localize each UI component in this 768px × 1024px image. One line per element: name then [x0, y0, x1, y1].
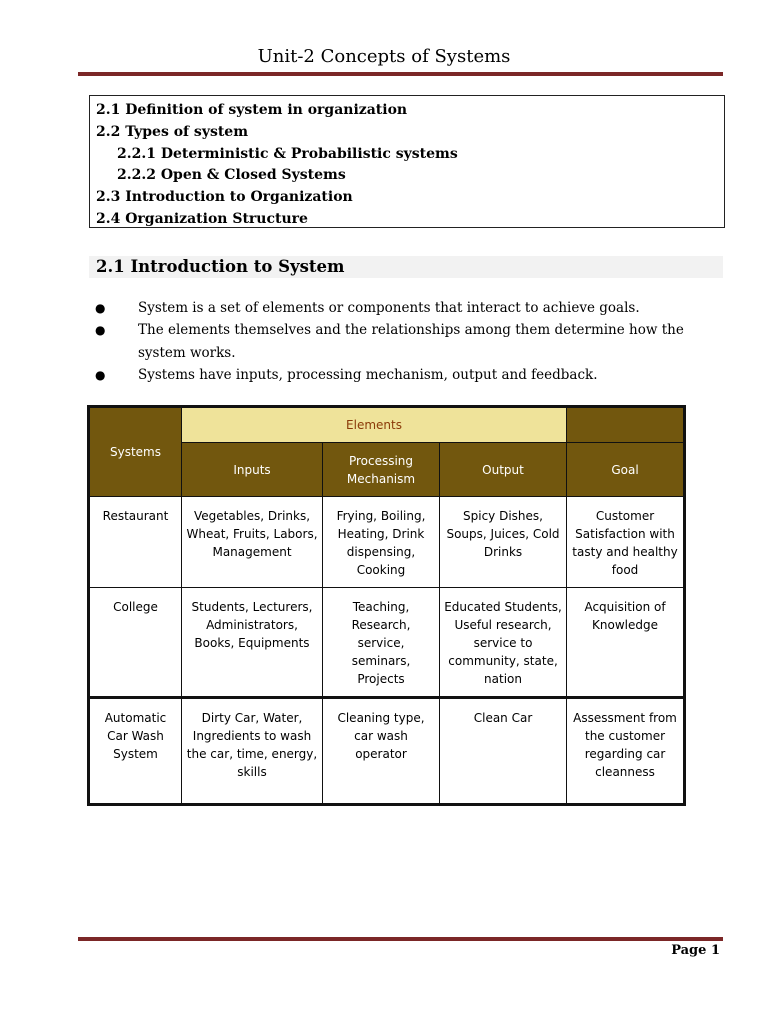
output-cell: Educated Students, Useful research, service to community, state, nation [440, 588, 567, 698]
toc-item: 2.3 Introduction to Organization [96, 189, 353, 206]
bullet-dot-icon: ● [95, 368, 106, 382]
toc-item: 2.2 Types of system [96, 123, 249, 140]
header-rule [78, 72, 723, 76]
inputs-cell: Vegetables, Drinks, Wheat, Fruits, Labors, Management [182, 497, 323, 588]
goal-cell: Assessment from the customer regarding car cleanness [567, 698, 685, 805]
goal-cell: Acquisition of Knowledge [567, 588, 685, 698]
systems-table [87, 405, 686, 806]
inputs-cell: Students, Lecturers, Administrators, Books, Equipments [182, 588, 323, 698]
bullet-text: System is a set of elements or components that interact to achieve goals. [138, 300, 640, 316]
bullet-dot-icon: ● [95, 323, 106, 337]
elements-header-filler [567, 407, 685, 443]
toc-item: 2.2.2 Open & Closed Systems [117, 167, 346, 184]
table-row [89, 497, 685, 588]
processing-cell: Frying, Boiling, Heating, Drink dispensing, Cooking [323, 497, 440, 588]
system-name-cell: Automatic Car Wash System [89, 698, 182, 805]
table-of-contents [89, 95, 725, 228]
bullet-item [92, 319, 692, 365]
inputs-cell: Dirty Car, Water, Ingredients to wash the car, time, energy, skills [182, 698, 323, 805]
system-name-cell: Restaurant [89, 497, 182, 588]
page-number: Page 1 [671, 943, 720, 958]
toc-item: 2.2.1 Deterministic & Probabilistic systems [117, 145, 458, 162]
goal-cell: Customer Satisfaction with tasty and healthy food [567, 497, 685, 588]
elements-header-cell: Elements [182, 407, 567, 443]
bullet-list [92, 297, 692, 386]
table-row [89, 698, 685, 805]
processing-cell: Teaching, Research, service, seminars, Projects [323, 588, 440, 698]
toc-item: 2.4 Organization Structure [96, 210, 308, 227]
output-cell: Clean Car [440, 698, 567, 805]
output-cell: Spicy Dishes, Soups, Juices, Cold Drinks [440, 497, 567, 588]
footer-rule [78, 937, 723, 941]
bullet-item [92, 364, 692, 387]
table-row [89, 588, 685, 698]
table-header-row [89, 407, 685, 443]
column-header-goal: Goal [567, 443, 685, 497]
column-header-processing: Processing Mechanism [323, 443, 440, 497]
column-header-output: Output [440, 443, 567, 497]
processing-cell: Cleaning type, car wash operator [323, 698, 440, 805]
bullet-dot-icon: ● [95, 301, 106, 315]
toc-item: 2.1 Definition of system in organization [96, 102, 408, 118]
system-name-cell: College [89, 588, 182, 698]
bullet-text: The elements themselves and the relationships among them determine how the system works. [138, 322, 684, 361]
bullet-item [92, 297, 692, 320]
column-header-inputs: Inputs [182, 443, 323, 497]
systems-header-cell: Systems [89, 407, 182, 497]
section-heading: 2.1 Introduction to System [96, 257, 345, 276]
bullet-text: Systems have inputs, processing mechanism, output and feedback. [138, 367, 598, 383]
page-header-title: Unit-2 Concepts of Systems [257, 46, 511, 67]
